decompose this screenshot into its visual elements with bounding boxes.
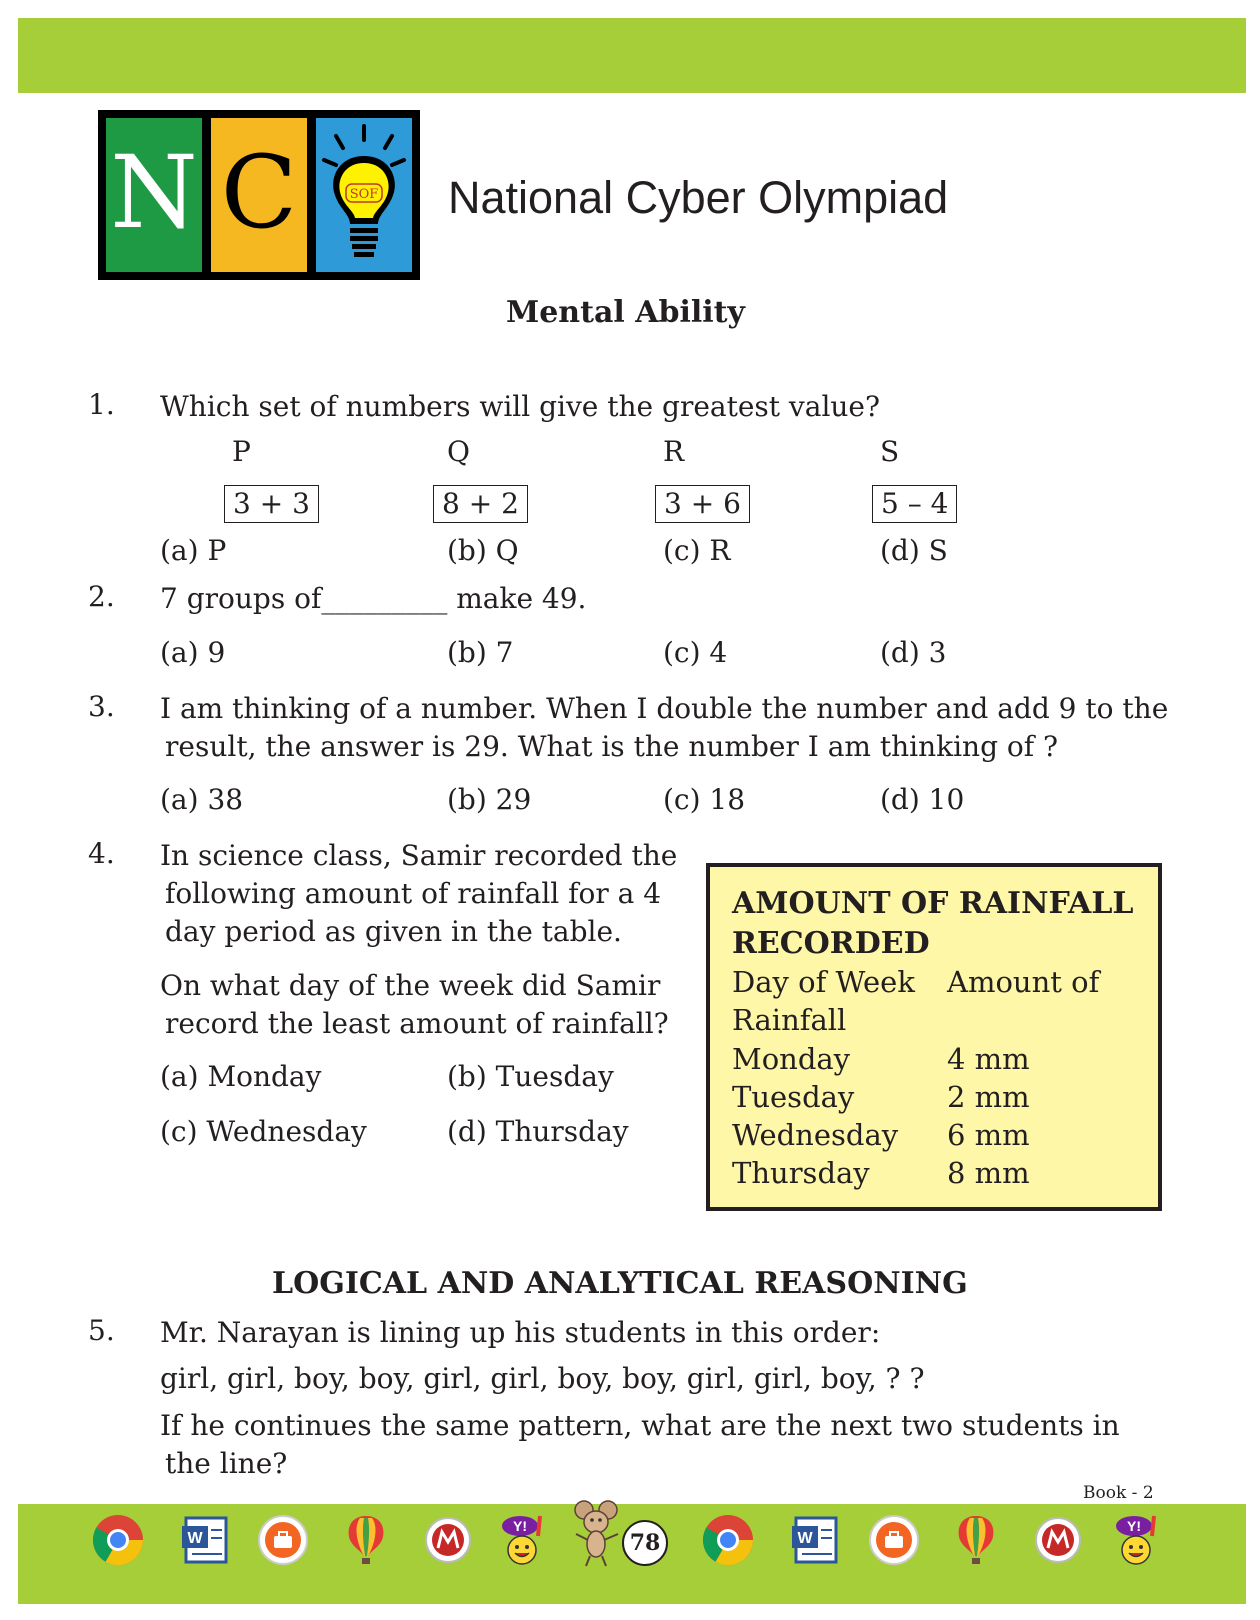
set-label-s: S [880, 435, 900, 468]
table-cell-amount: 8 mm [947, 1156, 1030, 1190]
bulb-icon [316, 118, 412, 272]
table-title-line: RECORDED [732, 926, 930, 961]
option-b: (b) Tuesday [447, 1060, 614, 1093]
question-number: 2. [88, 580, 115, 613]
mcafee-icon [1030, 1512, 1086, 1568]
set-label-p: P [232, 435, 251, 468]
answer-blank: _________ [321, 582, 448, 615]
yahoo-icon [1110, 1512, 1166, 1568]
page-title: National Cyber Olympiad [448, 172, 949, 223]
balloon-icon [948, 1512, 1004, 1568]
option-b: (b) 29 [447, 783, 532, 816]
option-c: (c) 4 [663, 636, 728, 669]
question-text-line: the line? [165, 1447, 288, 1480]
svg-text:W: W [797, 1530, 813, 1547]
table-header-amount: Amount of [947, 965, 1100, 999]
mcafee-icon [420, 1512, 476, 1568]
table-cell-day: Monday [732, 1042, 851, 1076]
word-icon [178, 1512, 234, 1568]
mouse-mascot-icon [568, 1498, 628, 1570]
table-cell-amount: 6 mm [947, 1118, 1030, 1152]
option-d: (d) S [880, 534, 948, 567]
logo-letter-c: C [220, 134, 298, 251]
table-cell-amount: 4 mm [947, 1042, 1030, 1076]
nco-logo [98, 110, 420, 280]
question-text-line: If he continues the same pattern, what are the next two students in [160, 1409, 1120, 1442]
question-text [160, 580, 586, 618]
balloon-icon [338, 1512, 394, 1568]
rainfall-table [706, 863, 1162, 1211]
question-number: 5. [88, 1314, 115, 1347]
question-text-line: result, the answer is 29. What is the number I am thinking of ? [165, 730, 1059, 763]
table-cell-day: Wednesday [732, 1118, 899, 1152]
question-number: 3. [88, 690, 115, 723]
option-c: (c) Wednesday [160, 1115, 367, 1148]
set-expression-q: 8 + 2 [433, 485, 528, 523]
question-text-line: record the least amount of rainfall? [165, 1007, 669, 1040]
table-cell-day: Tuesday [732, 1080, 855, 1114]
table-header-amount-cont: Rainfall [732, 1003, 847, 1037]
question-number: 1. [88, 388, 115, 421]
option-a: (a) P [160, 534, 227, 567]
chrome-icon [700, 1512, 756, 1568]
svg-text:W: W [187, 1530, 203, 1547]
option-d: (d) 10 [880, 783, 965, 816]
table-cell-day: Thursday [732, 1156, 870, 1190]
question-number: 4. [88, 837, 115, 870]
question-text-line: On what day of the week did Samir [160, 969, 661, 1002]
svg-text:Y!: Y! [1127, 1518, 1141, 1534]
option-a: (a) 9 [160, 636, 226, 669]
briefcase-icon [255, 1512, 311, 1568]
set-label-r: R [663, 435, 685, 468]
question-text-line: In science class, Samir recorded the [160, 839, 678, 872]
option-b: (b) Q [447, 534, 519, 567]
table-cell-amount: 2 mm [947, 1080, 1030, 1114]
question-text-line: girl, girl, boy, boy, girl, girl, boy, boy, girl, girl, boy, ? ? [160, 1362, 925, 1395]
briefcase-icon [866, 1512, 922, 1568]
set-expression-r: 3 + 6 [655, 485, 750, 523]
question-text-line: I am thinking of a number. When I double the number and add 9 to the [160, 692, 1169, 725]
table-header-day: Day of Week [732, 965, 915, 999]
option-c: (c) R [663, 534, 731, 567]
logo-tile-bulb [316, 118, 412, 272]
question-text-after: make 49. [456, 582, 587, 615]
chrome-icon [90, 1512, 146, 1568]
set-label-q: Q [447, 435, 470, 468]
top-green-band [18, 18, 1246, 93]
question-text-line: following amount of rainfall for a 4 [165, 877, 662, 910]
option-d: (d) 3 [880, 636, 947, 669]
yahoo-icon [496, 1512, 552, 1568]
page-number: 78 [622, 1520, 668, 1566]
option-d: (d) Thursday [447, 1115, 629, 1148]
logo-sof-text: SOF [349, 187, 379, 202]
logo-letter-n: N [110, 134, 198, 251]
logo-tile-c [211, 118, 307, 272]
set-expression-s: 5 – 4 [872, 485, 957, 523]
section-heading-logical: LOGICAL AND ANALYTICAL REASONING [272, 1266, 968, 1301]
set-expression-p: 3 + 3 [224, 485, 319, 523]
option-c: (c) 18 [663, 783, 746, 816]
word-icon [788, 1512, 844, 1568]
book-label: Book - 2 [1083, 1483, 1154, 1503]
question-text-line: day period as given in the table. [165, 915, 622, 948]
question-text: Which set of numbers will give the greatest value? [160, 390, 881, 423]
section-heading-mental-ability: Mental Ability [506, 295, 745, 330]
option-a: (a) 38 [160, 783, 244, 816]
question-text-before: 7 groups of [160, 582, 322, 615]
question-text-line: Mr. Narayan is lining up his students in this order: [160, 1316, 881, 1349]
option-a: (a) Monday [160, 1060, 322, 1093]
logo-tile-n [106, 118, 202, 272]
option-b: (b) 7 [447, 636, 514, 669]
table-title-line: AMOUNT OF RAINFALL [732, 886, 1134, 921]
svg-text:Y!: Y! [513, 1518, 527, 1534]
